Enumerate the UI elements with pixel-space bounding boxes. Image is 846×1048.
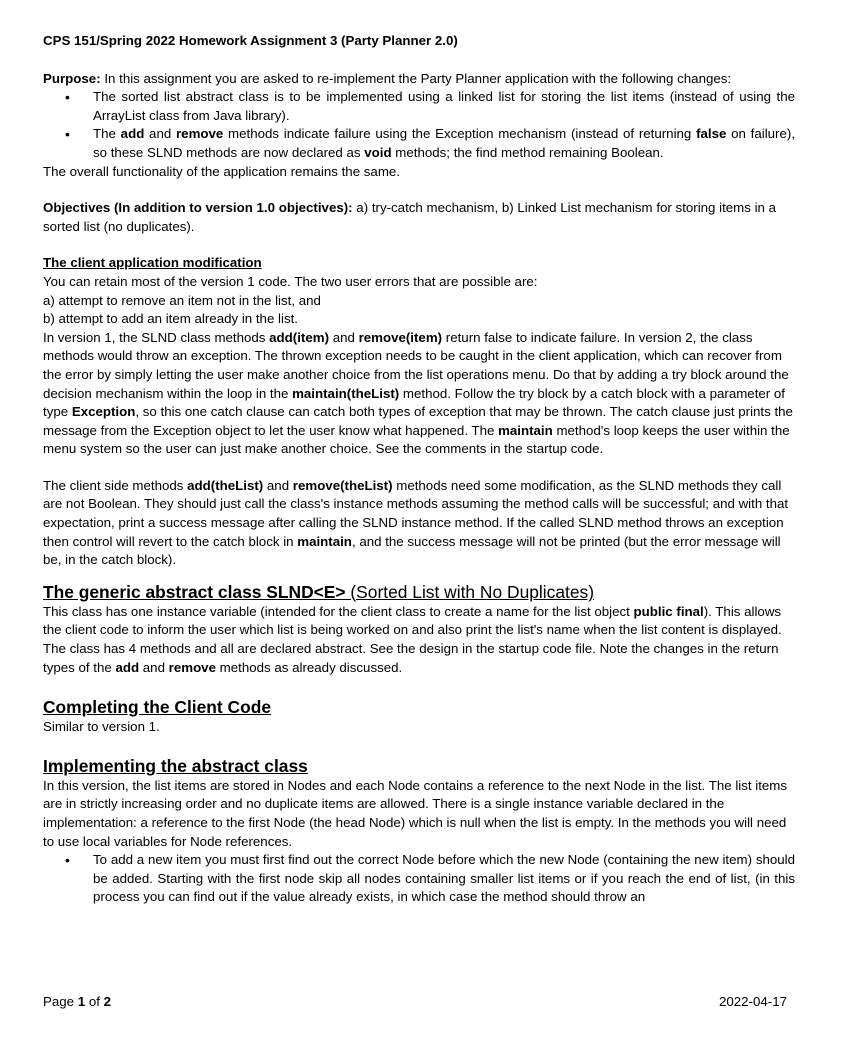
purpose-label: Purpose:	[43, 70, 101, 86]
slnd-paragraph-2: The class has 4 methods and all are declared abstract. See the design in the startup code file. Note the changes in the return types of the add and remove methods as already discussed.	[43, 641, 779, 675]
client-mod-line-2: a) attempt to remove an item not in the list, and	[43, 292, 321, 308]
client-modification-heading: The client application modification	[43, 255, 262, 271]
implementing-bullet-1: • To add a new item you must first find out the correct Node before which the new Node (containing the new item) should be added. Starting with the first node skip all nodes containing smaller list items or if you reach the end of list, (in this process you can find out if the value already exists, in which case the method should throw an	[43, 851, 795, 907]
implementing-list	[43, 851, 795, 907]
slnd-paragraph-1: This class has one instance variable (intended for the client class to create a name for the list object public final). This allows the client code to inform the user which list is being worked on and also print the list's name when the list content is displayed.	[43, 603, 782, 638]
client-side-methods-paragraph: The client side methods add(theList) and remove(theList) methods need some modification, as the SLND methods they call are not Boolean. They should just call the class's instance methods assuming the method calls will be successful; and with that expectation, print a success message after calling the SLND instance method. If the called SLND method throws an exception then control will revert to the catch block in maintain, and the success message will not be printed (but the error message will be, in the catch block).	[43, 477, 789, 568]
purpose-paragraph: Purpose: In this assignment you are asked to re-implement the Party Planner application with the following changes:	[43, 70, 732, 86]
purpose-list	[43, 88, 795, 162]
completing-text: Similar to version 1.	[43, 719, 160, 735]
completing-heading: Completing the Client Code	[43, 697, 272, 718]
slnd-heading: The generic abstract class SLND<E> (Sorted List with No Duplicates)	[43, 581, 594, 602]
document-body	[43, 28, 795, 907]
purpose-bullet-1: • The sorted list abstract class is to be implemented using a linked list for storing the list items (instead of using the ArrayList class from Java library).	[43, 88, 795, 125]
client-mod-paragraph: In version 1, the SLND class methods add(item) and remove(item) return false to indicate failure. In version 2, the class methods would throw an exception. The thrown exception needs to be caught in the client application, which can recover from the error by simply letting the user make another choice from the list operations menu. Do that by adding a try block around the decision mechanism within the loop in the maintain(theList) method. Follow the try block by a catch block with a parameter of type Exception, so this one catch clause can catch both types of exception that may be thrown. The catch clause just prints the message from the Exception object to let the user know what happened. The maintain method's loop keeps the user within the menu system so the user can just make another choice. See the comments in the startup code.	[43, 329, 793, 457]
objectives-label: Objectives (In addition to version 1.0 objectives):	[43, 200, 353, 216]
page-number: Page 1 of 2	[43, 994, 112, 1009]
objectives-paragraph: Objectives (In addition to version 1.0 objectives): a) try-catch mechanism, b) Linked List mechanism for storing items in a sorted list (no duplicates).	[43, 200, 777, 234]
purpose-closing: The overall functionality of the application remains the same.	[43, 163, 400, 179]
implementing-heading: Implementing the abstract class	[43, 755, 308, 776]
client-mod-line-1: You can retain most of the version 1 code. The two user errors that are possible are:	[43, 273, 538, 289]
client-mod-line-3: b) attempt to add an item already in the list.	[43, 311, 298, 327]
page-title: CPS 151/Spring 2022 Homework Assignment 3 (Party Planner 2.0)	[43, 33, 458, 48]
purpose-bullet-2: • The add and remove methods indicate failure using the Exception mechanism (instead of returning false on failure), so these SLND methods are now declared as void methods; the find method remaining Boolean.	[43, 125, 795, 162]
implementing-paragraph: In this version, the list items are stored in Nodes and each Node contains a reference to the next Node in the list. The list items are in strictly increasing order and no duplicate items are allowed. There is a single instance variable declared in the implementation: a reference to the first Node (the head Node) which is null when the list is empty. In the methods you will need to use local variables for Node references.	[43, 777, 788, 849]
footer-date: 2022-04-17	[718, 994, 787, 1009]
